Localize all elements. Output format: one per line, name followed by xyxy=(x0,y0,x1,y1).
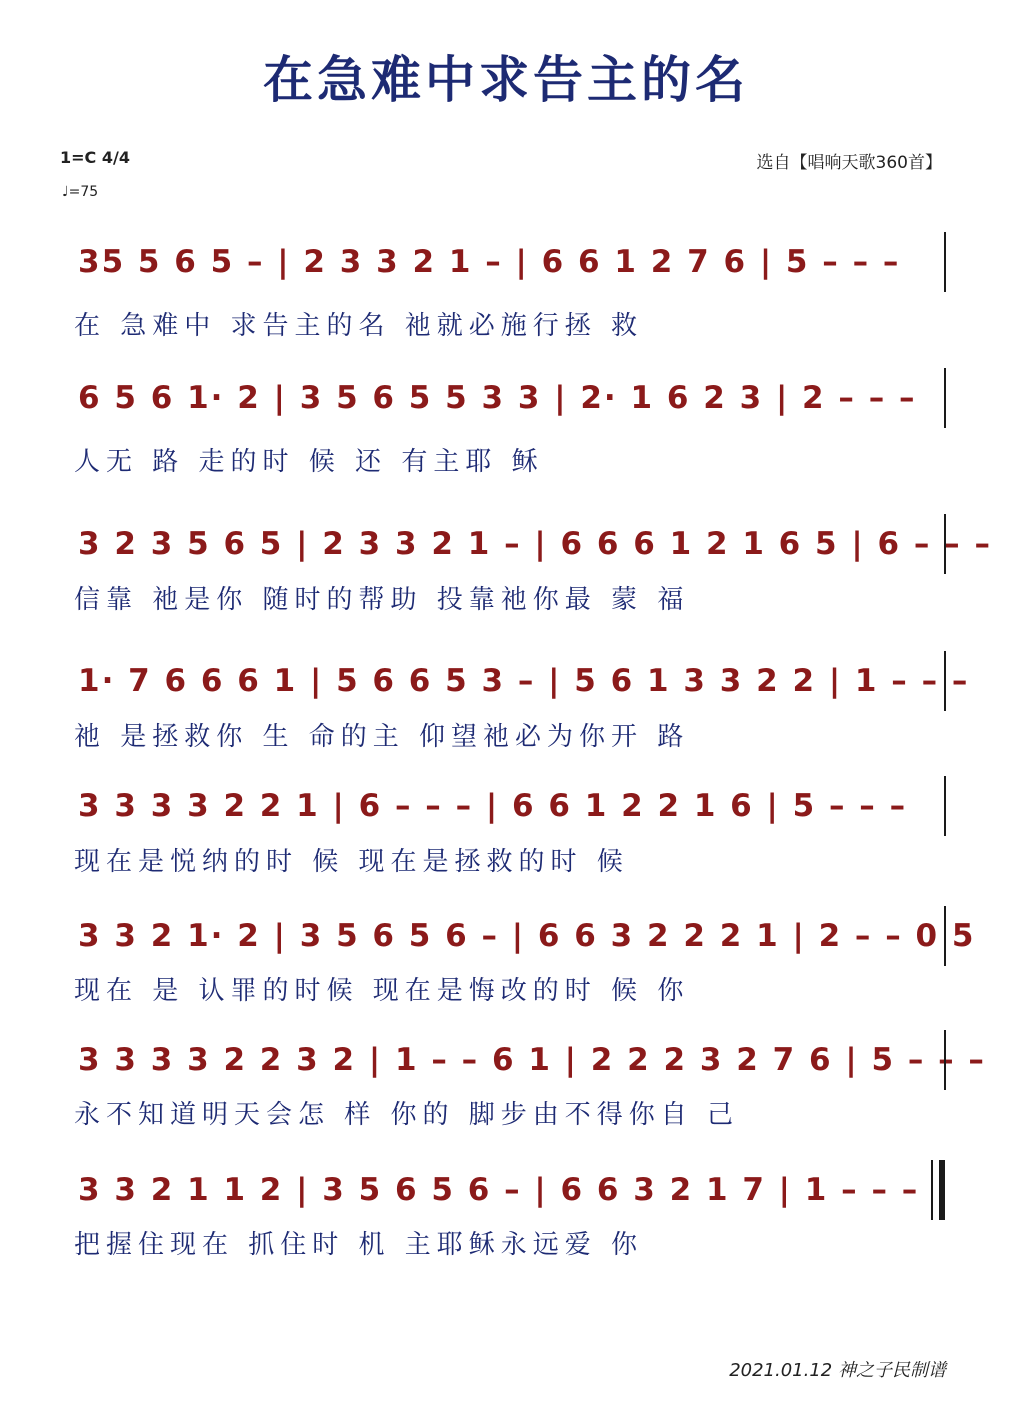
lyric-line: 信靠 祂是你 随时的帮助 投靠祂你最 蒙 福 xyxy=(74,585,690,615)
lyric-line: 人无 路 走的时 候 还 有主耶 稣 xyxy=(74,447,544,477)
final-bar-thick xyxy=(939,1160,945,1220)
tempo-marking: ♩=75 xyxy=(62,184,99,200)
notation-line: 3 3 2 1· 2 | 3 5 6 5 6 – | 6 6 3 2 2 2 1 | 2 – – 0 5 xyxy=(78,918,976,954)
notation-line: 6 5 6 1· 2 | 3 5 6 5 5 3 3 | 2· 1 6 2 3 | 2 – – – xyxy=(78,380,917,416)
lyric-line: 永不知道明天会怎 样 你的 脚步由不得你自 己 xyxy=(74,1100,740,1130)
key-signature: 1=C 4/4 xyxy=(60,148,130,167)
lyric-line: 祂 是拯救你 生 命的主 仰望祂必为你开 路 xyxy=(74,722,690,752)
lyric-line: 现在 是 认罪的时候 现在是悔改的时 候 你 xyxy=(74,976,690,1006)
notation-line: 3 3 3 3 2 2 3 2 | 1 – – 6 1 | 2 2 2 3 2 7 6 | 5 – – – xyxy=(78,1042,986,1078)
notation-line: 35 5 6 5 – | 2 3 3 2 1 – | 6 6 1 2 7 6 | 5 – – – xyxy=(78,244,901,280)
notation-line: 1· 7 6 6 6 1 | 5 6 6 5 3 – | 5 6 1 3 3 2 2 | 1 – – – xyxy=(78,663,970,699)
song-title: 在急难中求告主的名 xyxy=(263,50,749,109)
lyric-line: 现在是悦纳的时 候 现在是拯救的时 候 xyxy=(74,847,629,877)
notation-line: 3 3 2 1 1 2 | 3 5 6 5 6 – | 6 6 3 2 1 7 | 1 – – – xyxy=(78,1172,920,1208)
lyric-line: 把握住现在 抓住时 机 主耶稣永远爱 你 xyxy=(74,1230,644,1260)
source-note: 选自【唱响天歌360首】 xyxy=(756,153,942,173)
lyric-line: 在 急难中 求告主的名 祂就必施行拯 救 xyxy=(74,311,644,341)
signature: 2021.01.12 神之子民制谱 xyxy=(729,1360,946,1381)
notation-line: 3 2 3 5 6 5 | 2 3 3 2 1 – | 6 6 6 1 2 1 6 5 | 6 – – – xyxy=(78,526,992,562)
notation-line: 3 3 3 3 2 2 1 | 6 – – – | 6 6 1 2 2 1 6 | 5 – – – xyxy=(78,788,908,824)
